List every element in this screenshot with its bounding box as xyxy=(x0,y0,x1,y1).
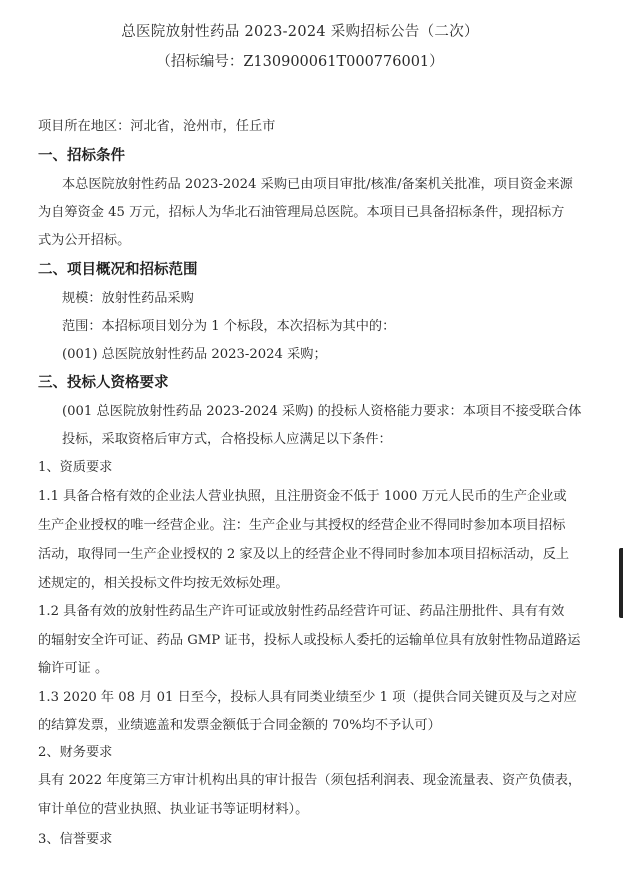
project-region: 项目所在地区：河北省，沧州市，任丘市 xyxy=(38,119,276,134)
paragraph-line: 投标，采取资格后审方式，合格投标人应满足以下条件： xyxy=(62,432,392,447)
section-heading-conditions: 一、招标条件 xyxy=(38,148,125,164)
range-line: 范围：本招标项目划分为 1 个标段，本次招标为其中的： xyxy=(62,319,396,334)
paragraph-line: 1.3 2020 年 08 月 01 日至今，投标人具有同类业绩至少 1 项（提供合同关键页及与之对应 xyxy=(38,690,577,705)
scan-edge-mark xyxy=(619,548,623,618)
paragraph-line: 输许可证 。 xyxy=(38,661,109,676)
paragraph-line: 1.1 具备合格有效的企业法人营业执照，且注册资金不低于 1000 万元人民币的生产企业或 xyxy=(38,489,567,504)
paragraph-line: 式为公开招标。 xyxy=(38,233,131,248)
scale-line: 规模：放射性药品采购 xyxy=(62,291,194,306)
lot-line: (001) 总医院放射性药品 2023-2024 采购； xyxy=(62,347,327,362)
paragraph-line: 本总医院放射性药品 2023-2024 采购已由项目审批/核准/备案机关批准，项目资金来源 xyxy=(62,177,573,192)
document-title: 总医院放射性药品 2023-2024 采购招标公告（二次） xyxy=(121,24,479,40)
section-heading-qualifications: 三、投标人资格要求 xyxy=(38,375,169,391)
paragraph-line: 生产企业授权的唯一经营企业。注：生产企业与其授权的经营企业不得同时参加本项目招标 xyxy=(38,518,566,533)
section-heading-overview: 二、项目概况和招标范围 xyxy=(38,262,198,278)
paragraph-line: 的结算发票，业绩遮盖和发票金额低于合同金额的 70%均不予认可） xyxy=(38,718,441,733)
tender-number: （招标编号：Z130900061T000776001） xyxy=(156,54,444,70)
paragraph-line: 具有 2022 年度第三方审计机构出具的审计报告（须包括利润表、现金流量表、资产负债表， xyxy=(38,773,582,788)
paragraph-line: 1.2 具备有效的放射性药品生产许可证或放射性药品经营许可证、药品注册批件、具有有效 xyxy=(38,604,565,619)
paragraph-line: 活动，取得同一生产企业授权的 2 家及以上的经营企业不得同时参加本项目招标活动，反上 xyxy=(38,547,570,562)
paragraph-line: 述规定的，相关投标文件均按无效标处理。 xyxy=(38,576,289,591)
subheading-qualification: 1、资质要求 xyxy=(38,460,113,475)
paragraph-line: 审计单位的营业执照、执业证书等证明材料）。 xyxy=(38,802,309,817)
subheading-financial: 2、财务要求 xyxy=(38,745,113,760)
paragraph-line: 为自筹资金 45 万元，招标人为华北石油管理局总医院。本项目已具备招标条件，现招标方 xyxy=(38,205,565,220)
paragraph-line: 的辐射安全许可证、药品 GMP 证书，投标人或投标人委托的运输单位具有放射性物品道路运 xyxy=(38,633,581,648)
paragraph-line: (001 总医院放射性药品 2023-2024 采购) 的投标人资格能力要求：本项目不接受联合体 xyxy=(62,404,582,419)
subheading-credit: 3、信誉要求 xyxy=(38,832,113,847)
